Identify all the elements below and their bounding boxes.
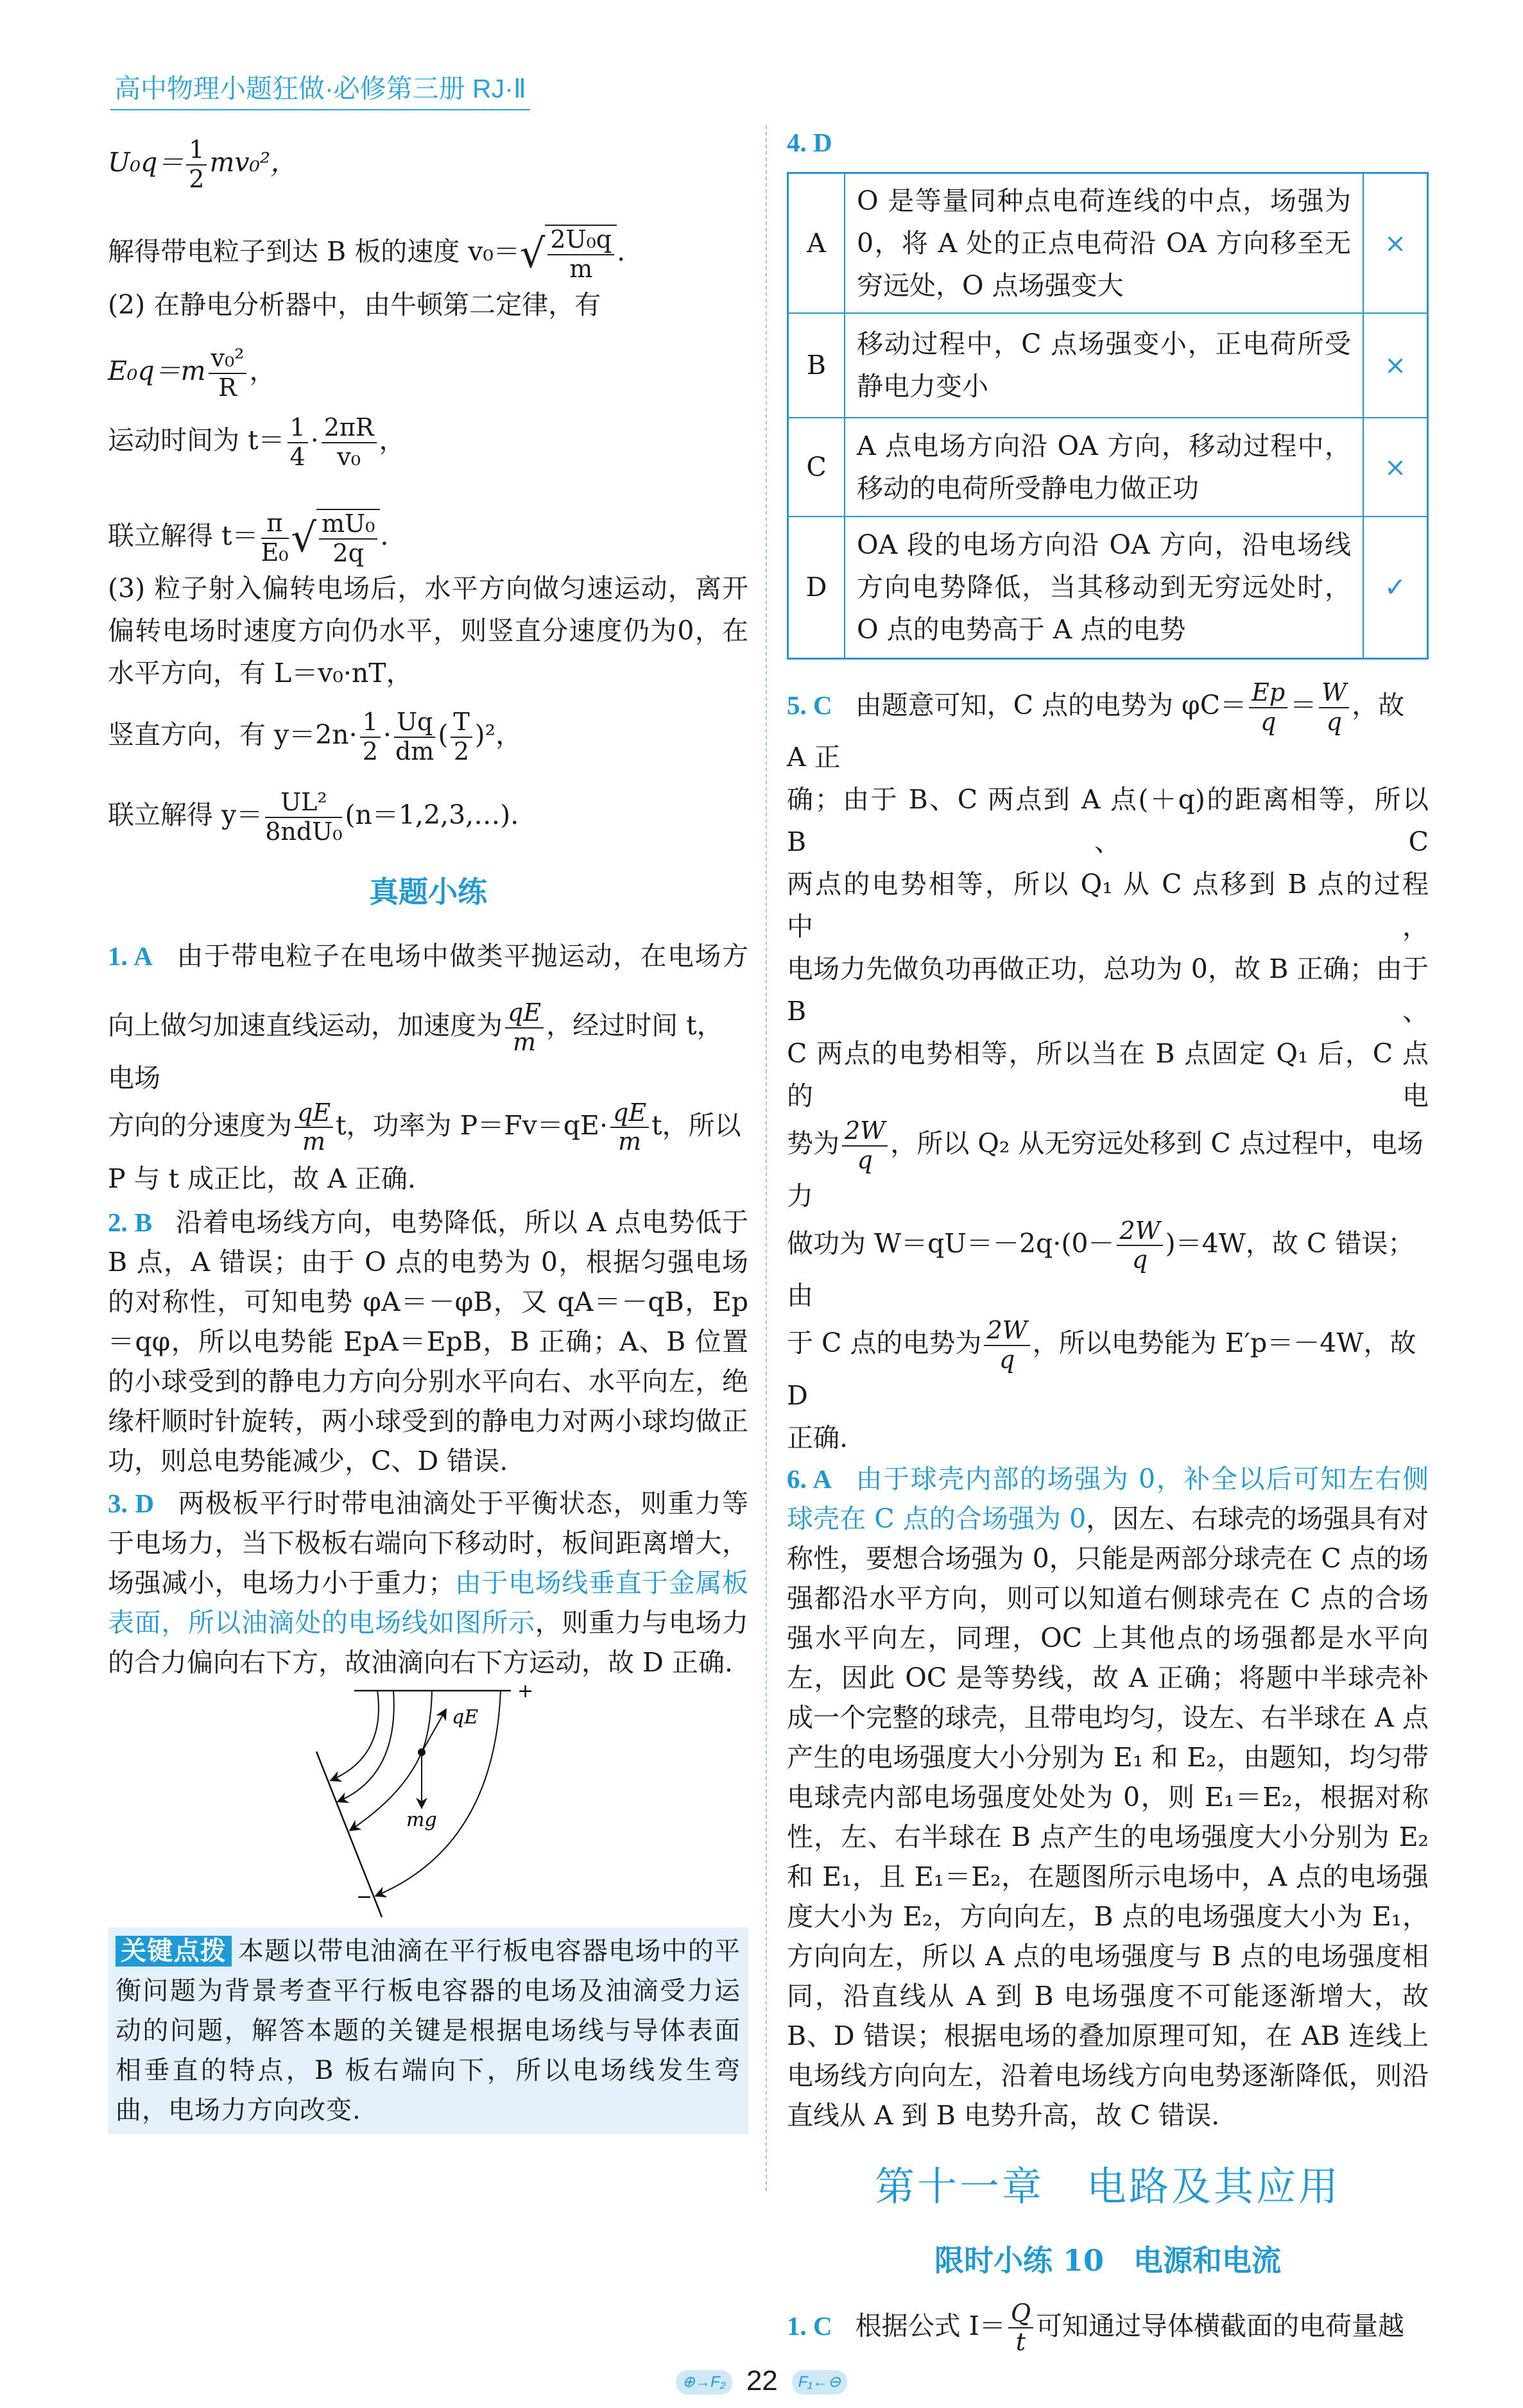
denominator: 2 xyxy=(189,164,205,193)
answer-5-line xyxy=(787,1217,1429,1317)
answer-text: 沿着电场线方向，电势降低，所以 A 点电势低于 B 点，A 错误；由于 O 点的电势为 0，根据匀强电场的对称性，可知电势 φA＝－φB，又 qA＝－qB，Ep＝qφ，所以电势能 EpA＝EpB，B 正确；A、B 位置的小球受到的静电力方向分别水平向右、水平向左，绝缘杆顺时针旋转，两小球受到的静电力对两小球均做正功，则总电势能减少，C、D 错误. xyxy=(108,1206,748,1476)
denominator: q xyxy=(999,1345,1015,1374)
denominator: m xyxy=(569,254,593,283)
answer-text: ，故 A 正 xyxy=(787,690,1405,773)
answer-text: ，则重力与电场力的合力偏向右下方，故油滴向右下方运动，故 D 正确. xyxy=(108,1607,749,1678)
table-row xyxy=(788,313,1428,418)
numerator: qE xyxy=(610,1099,649,1129)
key-points-box xyxy=(108,1927,748,2134)
eq-text: 竖直方向，有 y＝2n· xyxy=(108,719,357,751)
equation-energy xyxy=(108,136,748,225)
equation-velocity xyxy=(108,225,748,284)
answer-text: ，所以电势能为 E′p＝－4W，故 D xyxy=(787,1328,1416,1411)
answer-text: 两极板平行时带电油滴处于平衡状态，则重力等于电场力，当下极板右端向下移动时，板间距离增大，场强减小，电场力小于重力； xyxy=(108,1487,749,1598)
field-line xyxy=(331,1691,379,1780)
answer-text: 做功为 W＝qU＝－2q·(0－ xyxy=(787,1227,1115,1259)
fraction xyxy=(186,136,207,193)
equation-time-result xyxy=(108,509,748,567)
eq-rhs: ， xyxy=(249,355,276,387)
numerator: 1 xyxy=(288,414,308,443)
numerator: 1 xyxy=(186,136,207,166)
option-label: A xyxy=(788,173,845,313)
sqrt xyxy=(520,225,617,283)
option-label: B xyxy=(788,313,845,418)
equation-y-result xyxy=(108,789,748,871)
eq-text: 联立解得 t＝ xyxy=(108,520,259,552)
answer-1-line xyxy=(108,1099,748,1157)
answer-5-line xyxy=(787,679,1429,778)
denominator: m xyxy=(513,1028,537,1057)
answer-5-line: 确；由于 B、C 两点到 A 点(＋q)的距离相等，所以 B、C xyxy=(787,784,1429,858)
answer-number: 2. B xyxy=(108,1207,153,1237)
key-points-label: 关键点拨 xyxy=(116,1936,232,1967)
highlighted-text: 由于电场线垂直于金属板表面，所以油滴处的电场线如图所示 xyxy=(108,1567,749,1638)
numerator: 2U₀q xyxy=(547,226,614,255)
answer-number: 5. C xyxy=(787,690,832,721)
cross-icon: × xyxy=(1363,313,1428,418)
eq-text: 联立解得 y＝ xyxy=(108,799,263,831)
answer-1c-line xyxy=(787,2300,1429,2357)
radical-icon: √ xyxy=(291,514,317,561)
answer-number: 1. A xyxy=(108,941,153,971)
paren: ( xyxy=(438,719,449,751)
denominator: q xyxy=(1261,707,1277,736)
equation-vertical xyxy=(108,708,748,789)
numerator: T xyxy=(451,708,472,738)
numerator: W xyxy=(1319,679,1349,708)
denominator: 4 xyxy=(289,442,305,471)
electric-force-arrow xyxy=(422,1709,446,1752)
equation-centripetal xyxy=(108,345,748,414)
eq-text: . xyxy=(617,236,626,268)
answer-5-line: C 两点的电势相等，所以当在 B 点固定 Q₁ 后，C 点的电 xyxy=(787,1038,1429,1112)
denominator: v₀ xyxy=(337,442,361,471)
answer-5-line xyxy=(787,1117,1429,1217)
answer-5-line: 正确. xyxy=(787,1422,848,1453)
answer-number: 1. C xyxy=(787,2310,832,2341)
answer-text: t，所以 xyxy=(651,1109,741,1141)
option-text: OA 段的电场方向沿 OA 方向，沿电场线方向电势降低，当其移动到无穷远处时，O 点的电势高于 A 点的电势 xyxy=(845,517,1363,659)
answer-text: 势为 xyxy=(787,1128,839,1159)
numerator: π xyxy=(261,509,289,539)
numerator: qE xyxy=(295,1099,333,1129)
eq-text: 运动时间为 t＝ xyxy=(108,425,285,456)
option-label: C xyxy=(788,418,845,517)
answer-number: 3. D xyxy=(108,1488,154,1518)
qE-label: qE xyxy=(452,1705,479,1729)
dot: · xyxy=(383,719,392,751)
eq-lhs: E₀q＝m xyxy=(108,355,206,387)
numerator: UL² xyxy=(265,789,342,818)
answer-text: 由题意可知，C 点的电势为 φC＝ xyxy=(855,690,1247,721)
plus-sign: + xyxy=(517,1684,534,1702)
icon-label: F₁ xyxy=(798,2373,813,2391)
answer-5-line: 电场力先做负功再做正功，总功为 0，故 B 正确；由于 B、 xyxy=(787,953,1429,1027)
denominator: t xyxy=(1015,2328,1026,2357)
answer-3 xyxy=(108,1483,748,1682)
denominator: R xyxy=(218,373,237,402)
option-text: 移动过程中，C 点场强变小，正电荷所受静电力变小 xyxy=(845,313,1363,418)
denominator: 2q xyxy=(332,538,364,567)
right-column xyxy=(787,121,1429,2357)
denominator: 8ndU₀ xyxy=(265,817,343,846)
answer-text: 于 C 点的电势为 xyxy=(787,1328,982,1359)
positive-charge-icon: ⊕→F₂ xyxy=(676,2370,732,2395)
negative-charge-icon: F₁←⊖ xyxy=(792,2370,847,2395)
numerator: qE xyxy=(505,999,544,1029)
column-divider xyxy=(766,125,767,2191)
eq-text: . xyxy=(380,520,389,552)
answer-number: 6. A xyxy=(787,1464,832,1494)
radical-icon: √ xyxy=(519,230,546,277)
denominator: 2 xyxy=(362,737,378,766)
key-points-text: 本题以带电油滴在平行板电容器电场中的平衡问题为背景考查平行板电容器的电场及油滴受力运动的问题，解答本题的关键是根据电场线与导体表面相垂直的特点，B 板右端向下，所以电场线发生弯曲，电场力方向改变. xyxy=(116,1936,741,2125)
answer-text: ，经过时间 t，电场 xyxy=(108,1010,723,1093)
mg-label: mg xyxy=(406,1808,437,1831)
table-row xyxy=(788,418,1428,517)
denominator: E₀ xyxy=(261,538,289,567)
numerator: Q xyxy=(1008,2300,1033,2329)
options-table xyxy=(787,172,1429,660)
numerator: 2W xyxy=(842,1117,888,1147)
answer-text: ，因左、右球壳的场强具有对称性，要想合场强为 0，只能是两部分球壳在 C 点的场强都沿水平方向，则可以知道右侧球壳在 C 点的合场强水平向左，同理，OC 上其他点的场强都是水平向左，因此 OC 是等势线，故 A 正确；将题中半球壳补成一个完整的球壳，且带电均匀，设左、右半球在 A 点产生的电场强度大小分别为 E₁ 和 E₂，由题知，均匀带电球壳内部电场强度处处为 0，则 E₁＝E₂，根据对称性，左、右半球在 B 点产生的电场强度大小分别为 E₂ 和 E₁，且 E₁＝E₂，在题图所示电场中，A 点的电场强度大小为 E₂，方向向左，B 点的电场强度大小为 E₁，方向向左，所以 A 点的电场强度与 B 点的电场强度相同，沿直线从 A 到 B 电场强度不可能逐渐增大，故 B、D 错误；根据电场的叠加原理可知，在 AB 连线上电场线方向向左，沿着电场线方向电势逐渐降低，则沿直线从 A 到 B 电势升高，故 C 错误. xyxy=(787,1503,1429,2131)
table-row xyxy=(788,517,1428,659)
answer-6 xyxy=(787,1459,1429,2135)
field-line xyxy=(338,1691,394,1802)
numerator: 1 xyxy=(360,708,381,738)
answer-text: )＝4W，故 C 错误；由 xyxy=(787,1227,1415,1311)
eq-text: (n＝1,2,3,…). xyxy=(345,799,519,831)
option-label: D xyxy=(788,517,845,659)
chapter-title: 第十一章 电路及其应用 xyxy=(874,2162,1341,2210)
denominator: 2 xyxy=(453,737,470,766)
section-title: 真题小练 xyxy=(369,875,487,910)
highlighted-text: 由于球壳内部的场强为 0，补全以后可知左右侧球壳在 C 点的合场强为 0 xyxy=(787,1463,1429,1534)
answer-text: ，所以 Q₂ 从无穷远处移到 C 点过程中，电场力 xyxy=(787,1128,1424,1211)
running-header: 高中物理小题狂做·必修第三册 RJ·Ⅱ xyxy=(110,72,530,110)
icon-label: F₂ xyxy=(710,2373,726,2391)
table-row xyxy=(788,173,1428,313)
answer-text: 方向的分速度为 xyxy=(108,1109,292,1141)
cross-icon: × xyxy=(1363,418,1428,517)
eq-rhs: mv₀²， xyxy=(209,147,297,178)
denominator: m xyxy=(618,1127,642,1156)
denominator: m xyxy=(302,1127,326,1156)
denominator: q xyxy=(1326,707,1342,736)
part-3-paragraph: (3) 粒子射入偏转电场后，水平方向做匀速运动，离开偏转电场时速度方向仍水平，则竖直分速度仍为0，在水平方向，有 L＝v₀·nT， xyxy=(108,573,748,689)
page-footer xyxy=(0,2363,1523,2399)
eq-text: ， xyxy=(379,425,406,456)
minus-sign: − xyxy=(356,1885,373,1908)
option-text: O 是等量同种点电荷连线的中点，场强为 0，将 A 处的正点电荷沿 OA 方向移至无穷远处，O 点场强变大 xyxy=(845,173,1363,313)
check-icon: ✓ xyxy=(1363,517,1428,659)
part-2-intro: (2) 在静电分析器中，由牛顿第二定律，有 xyxy=(108,289,601,320)
answer-text: 由于带电粒子在电场中做类平抛运动，在电场方 xyxy=(175,941,748,972)
numerator: v₀² xyxy=(209,345,247,374)
equation-time xyxy=(108,414,748,509)
answer-text: 向上做匀加速直线运动，加速度为 xyxy=(108,1010,503,1041)
denominator: dm xyxy=(395,737,435,766)
dot: · xyxy=(310,425,319,456)
denominator: q xyxy=(1131,1245,1148,1274)
answer-number: 4. D xyxy=(787,128,832,157)
answer-text: t，功率为 P＝Fv＝qE· xyxy=(336,1109,608,1141)
answer-5-line xyxy=(787,1317,1429,1416)
numerator: Ep xyxy=(1249,679,1287,708)
numerator: Uq xyxy=(394,708,435,738)
option-text: A 点电场方向沿 OA 方向，移动过程中，移动的电荷所受静电力做正功 xyxy=(845,418,1363,517)
answer-4-heading xyxy=(787,121,1429,172)
field-line-diagram xyxy=(289,1685,584,1922)
left-column xyxy=(108,136,748,2134)
subsection-title: 限时小练 10 电源和电流 xyxy=(934,2242,1282,2278)
denominator: q xyxy=(857,1146,873,1175)
answer-1-line: P 与 t 成正比，故 A 正确. xyxy=(108,1163,416,1194)
answer-1-line xyxy=(108,935,748,999)
answer-text: 可知通过导体横截面的电荷量越 xyxy=(1036,2310,1404,2341)
equals: ＝ xyxy=(1290,690,1317,721)
numerator: 2W xyxy=(1117,1217,1162,1247)
eq-text: )²， xyxy=(474,719,522,751)
eq-text: 解得带电粒子到达 B 板的速度 v₀＝ xyxy=(108,236,520,268)
answer-text: 根据公式 I＝ xyxy=(855,2310,1006,2341)
page-number: 22 xyxy=(746,2364,778,2396)
numerator: 2πR xyxy=(322,414,377,443)
answer-5-line: 两点的电势相等，所以 Q₁ 从 C 点移到 B 点的过程中， xyxy=(787,869,1429,943)
cross-icon: × xyxy=(1363,173,1428,313)
numerator: mU₀ xyxy=(319,510,377,540)
answer-2 xyxy=(108,1202,748,1481)
answer-1-line xyxy=(108,999,748,1098)
eq-lhs: U₀q＝ xyxy=(108,147,184,178)
numerator: 2W xyxy=(984,1317,1029,1346)
